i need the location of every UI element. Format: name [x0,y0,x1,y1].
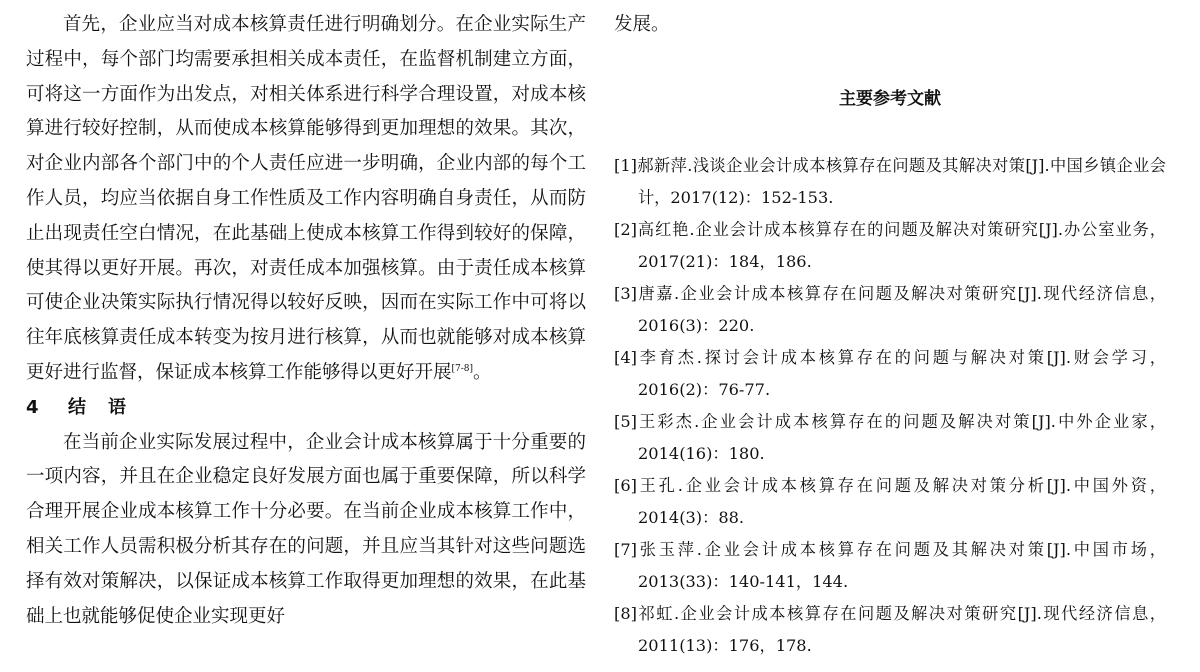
section-heading [26,391,586,426]
section-title-char: 语 [108,396,126,418]
reference-item: [4]李育杰.探讨会计成本核算存在的问题与解决对策[J].财会学习，2016(2)：76-77. [614,348,1166,399]
right-column [614,8,1166,43]
reference-item: [2]高红艳.企业会计成本核算存在的问题及解决对策研究[J].办公室业务，2017(21)：184，186. [614,220,1166,271]
body-paragraph [26,8,586,391]
section-number: 4 [26,396,39,418]
reference-item: [7]张玉萍.企业会计成本核算存在问题及其解决对策[J].中国市场，2013(33)：140-141，144. [614,540,1166,591]
references-heading: 主要参考文献 [839,89,941,109]
paragraph-text: 首先，企业应当对成本核算责任进行明确划分。在企业实际生产过程中，每个部门均需要承担相关成本责任，在监督机制建立方面，可将这一方面作为出发点，对相关体系进行科学合理设置，对成本核算进行较好控制，从而使成本核算能够得到更加理想的效果。其次，对企业内部各个部门中的个人责任应进一步明确，企业内部的每个工作人员，均应当依据自身工作性质及工作内容明确自身责任，从而防止出现责任空白情况，在此基础上使成本核算工作得到较好的保障，使其得以更好开展。再次，对责任成本加强核算。由于责任成本核算可使企业决策实际执行情况得以较好反映，因而在实际工作中可将以往年底核算责任成本转变为按月进行核算，从而也就能够对成本核算更好进行监督，保证成本核算工作能够得以更好开展 [26,14,586,383]
reference-item: [8]祁虹.企业会计成本核算存在问题及解决对策研究[J].现代经济信息，2011(13)：176，178. [614,604,1166,655]
paragraph-end: 。 [473,361,492,383]
body-paragraph: 在当前企业实际发展过程中，企业会计成本核算属于十分重要的一项内容，并且在企业稳定良好发展方面也属于重要保障，所以科学合理开展企业成本核算工作十分必要。在当前企业成本核算工作中，相关工作人员需积极分析其存在的问题，并且应当其针对这些问题选择有效对策解决，以保证成本核算工作取得更加理想的效果，在此基础上也就能够促使企业实现更好 [26,431,586,627]
section-title-char: 结 [68,396,86,418]
left-column [26,8,586,634]
citation-marker: [7-8] [451,363,474,374]
reference-item: [6]王孔.企业会计成本核算存在问题及解决对策分析[J].中国外资，2014(3)：88. [614,476,1166,527]
reference-item: [1]郝新萍.浅谈企业会计成本核算存在问题及其解决对策[J].中国乡镇企业会计，2017(12)：152-153. [614,156,1166,207]
references-list [614,150,1166,662]
continuation-text: 发展。 [614,14,670,35]
reference-item: [5]王彩杰.企业会计成本核算存在的问题及解决对策[J].中外企业家，2014(16)：180. [614,412,1166,463]
reference-item: [3]唐嘉.企业会计成本核算存在问题及解决对策研究[J].现代经济信息，2016(3)：220. [614,284,1166,335]
